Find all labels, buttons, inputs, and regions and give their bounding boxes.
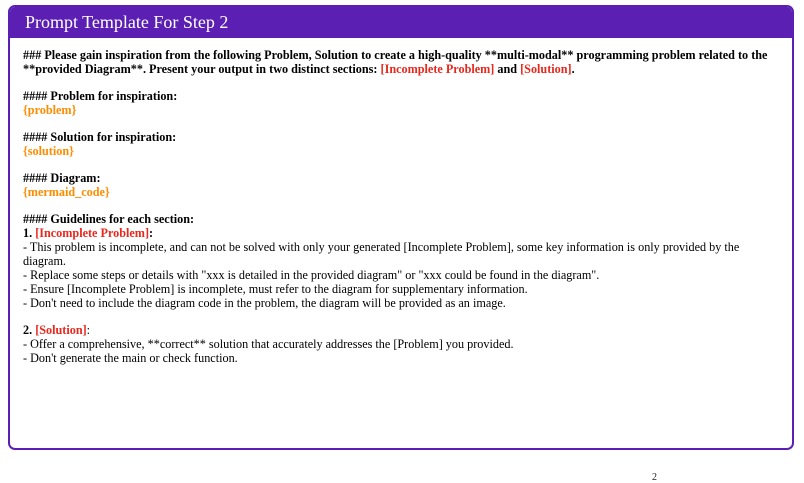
section1-number: 1. <box>23 226 36 240</box>
section2-colon: : <box>86 323 91 337</box>
section2-line: - Don't generate the main or check function. <box>23 351 238 365</box>
section2-label: [Solution] <box>35 323 87 337</box>
intro-paragraph <box>23 48 779 76</box>
diagram-variable: {mermaid_code} <box>23 185 110 199</box>
problem-variable: {problem} <box>23 103 77 117</box>
box-title: Prompt Template For Step 2 <box>10 7 792 38</box>
guidelines-heading: #### Guidelines for each section: <box>23 212 195 226</box>
section1-line: - Ensure [Incomplete Problem] is incomplete, must refer to the diagram for supplementary information. <box>23 282 528 296</box>
solution-variable: {solution} <box>23 144 74 158</box>
box-content <box>10 38 792 365</box>
section1-line: - Don't need to include the diagram code in the problem, the diagram will be provided as an image. <box>23 296 506 310</box>
section1-label: [Incomplete Problem] <box>35 226 150 240</box>
intro-and: and <box>494 62 521 76</box>
section2-heading <box>23 323 779 337</box>
intro-incomplete-label: [Incomplete Problem] <box>380 62 495 76</box>
section1-heading <box>23 226 779 240</box>
section1-colon: : <box>149 226 154 240</box>
section1-line: - This problem is incomplete, and can not be solved with only your generated [Incomplete Problem], some key information is only provided by the diagram. <box>23 240 740 268</box>
section2-number: 2. <box>23 323 36 337</box>
diagram-heading: #### Diagram: <box>23 171 101 185</box>
prompt-template-box <box>8 5 794 450</box>
page-number: 2 <box>652 472 657 483</box>
solution-heading: #### Solution for inspiration: <box>23 130 177 144</box>
section2-line: - Offer a comprehensive, **correct** solution that accurately addresses the [Problem] you provided. <box>23 337 514 351</box>
section1-line: - Replace some steps or details with "xxx is detailed in the provided diagram" or "xxx could be found in the diagram". <box>23 268 600 282</box>
intro-text: ### Please gain inspiration from the following Problem, Solution to create a high-quality **multi-modal** programming problem related to the **provided Diagram**. Present your output in two distinct sections: <box>23 48 768 76</box>
intro-solution-label: [Solution] <box>520 62 572 76</box>
intro-end: . <box>571 62 575 76</box>
problem-heading: #### Problem for inspiration: <box>23 89 178 103</box>
